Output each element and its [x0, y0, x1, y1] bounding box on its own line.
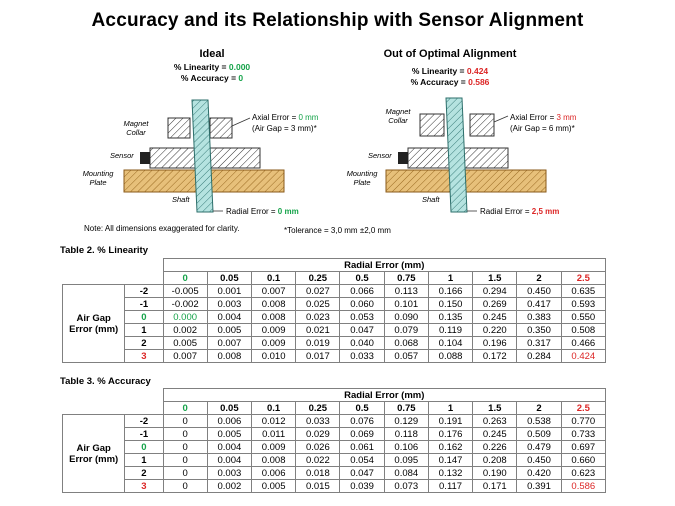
ideal-sensor-chip — [140, 152, 150, 164]
table-cell: -0.002 — [163, 298, 207, 311]
table-cell: 0.118 — [384, 428, 428, 441]
table-cell: 0.191 — [428, 415, 472, 428]
table-cell: 0.424 — [561, 350, 605, 363]
table-row — [63, 441, 606, 454]
table-cell: 0.022 — [296, 454, 340, 467]
table-cell: 0.119 — [428, 324, 472, 337]
table-cell: 0.383 — [517, 311, 561, 324]
air-gap-value: 1 — [125, 324, 163, 337]
table-cell: 0.088 — [428, 350, 472, 363]
table-cell: 0.076 — [340, 415, 384, 428]
misaligned-accuracy-value: 0.586 — [468, 77, 490, 87]
table-cell: 0.770 — [561, 415, 605, 428]
table-row — [63, 324, 606, 337]
table-cell: 0.450 — [517, 454, 561, 467]
air-gap-value: -2 — [125, 285, 163, 298]
table-cell: 0.004 — [207, 441, 251, 454]
table-cell: 0.226 — [473, 441, 517, 454]
table-cell: 0.190 — [473, 467, 517, 480]
table-cell: 0.660 — [561, 454, 605, 467]
table2-caption: Table 2. % Linearity — [60, 245, 148, 256]
misaligned-axial-value: 3 mm — [556, 113, 577, 122]
table-cell: 0 — [163, 441, 207, 454]
svg-text:% Accuracy = 0.586 — [411, 77, 490, 87]
column-header: 1.5 — [473, 272, 517, 285]
table-row — [63, 337, 606, 350]
table-cell: 0.263 — [473, 415, 517, 428]
column-header: 2 — [517, 272, 561, 285]
misaligned-radial-value: 2,5 mm — [531, 207, 560, 216]
ideal-radial-value: 0 mm — [277, 207, 299, 216]
table-cell: 0.003 — [207, 467, 251, 480]
table-cell: 0 — [163, 415, 207, 428]
column-header: 0 — [163, 402, 207, 415]
air-gap-label: Air Gap Error (mm) — [63, 415, 125, 493]
table-cell: 0.135 — [428, 311, 472, 324]
ideal-accuracy-label: % Accuracy = — [180, 73, 239, 83]
table-cell: 0.117 — [428, 480, 472, 493]
table-row — [63, 428, 606, 441]
column-header: 0 — [163, 272, 207, 285]
table-cell: 0.104 — [428, 337, 472, 350]
ideal-radial-label: Radial Error = — [226, 207, 278, 216]
column-header: 0.1 — [252, 402, 296, 415]
table-cell: 0.113 — [384, 285, 428, 298]
ideal-linearity-value: 0.000 — [228, 62, 251, 72]
table-cell: -0.005 — [163, 285, 207, 298]
table-cell: 0.008 — [252, 454, 296, 467]
table-cell: 0.196 — [473, 337, 517, 350]
column-header: 0.05 — [207, 272, 251, 285]
table-cell: 0.162 — [428, 441, 472, 454]
column-header: 0.05 — [207, 402, 251, 415]
table-row — [63, 454, 606, 467]
air-gap-value: -1 — [125, 298, 163, 311]
table-cell: 0.018 — [296, 467, 340, 480]
misaligned-magnet-label: Magnet Collar — [385, 107, 411, 125]
table-cell: 0.417 — [517, 298, 561, 311]
radial-error-header: Radial Error (mm) — [163, 259, 605, 272]
table-cell: 0.220 — [473, 324, 517, 337]
table-row — [63, 298, 606, 311]
table-cell: 0.005 — [207, 324, 251, 337]
table-cell: 0.073 — [384, 480, 428, 493]
table-cell: 0.040 — [340, 337, 384, 350]
table-cell: 0.066 — [340, 285, 384, 298]
ideal-air-gap: (Air Gap = 3 mm)* — [252, 124, 317, 133]
column-header: 0.75 — [384, 402, 428, 415]
table-row — [63, 467, 606, 480]
table-cell: 0.033 — [340, 350, 384, 363]
table-cell: 0.053 — [340, 311, 384, 324]
table-cell: 0.245 — [473, 311, 517, 324]
tolerance: *Tolerance = 3,0 mm ±2,0 mm — [284, 226, 391, 235]
table-cell: 0.538 — [517, 415, 561, 428]
table-cell: 0.294 — [473, 285, 517, 298]
table-cell: 0.284 — [517, 350, 561, 363]
svg-text:% Linearity = 0.000 — [174, 62, 251, 72]
table-cell: 0.084 — [384, 467, 428, 480]
table-cell: 0.317 — [517, 337, 561, 350]
column-header: 0.25 — [296, 272, 340, 285]
misaligned-shaft — [446, 98, 467, 212]
table-cell: 0.025 — [296, 298, 340, 311]
table-cell: 0.006 — [207, 415, 251, 428]
ideal-magnet-collar-left — [168, 118, 190, 138]
table-cell: 0.069 — [340, 428, 384, 441]
table-cell: 0.009 — [252, 324, 296, 337]
table-row — [63, 480, 606, 493]
air-gap-value: 0 — [125, 311, 163, 324]
table-cell: 0.623 — [561, 467, 605, 480]
table-row — [63, 311, 606, 324]
table-cell: 0.550 — [561, 311, 605, 324]
air-gap-value: 3 — [125, 480, 163, 493]
misaligned-shaft-label: Shaft — [422, 195, 440, 204]
table-cell: 0.060 — [340, 298, 384, 311]
ideal-axial-value: 0 mm — [298, 113, 319, 122]
table-cell: 0 — [163, 428, 207, 441]
table-cell: 0.479 — [517, 441, 561, 454]
column-header: 1 — [428, 272, 472, 285]
table-row — [63, 350, 606, 363]
table-cell: 0.509 — [517, 428, 561, 441]
table-cell: 0 — [163, 454, 207, 467]
table-cell: 0.002 — [207, 480, 251, 493]
alignment-diagram — [80, 44, 600, 240]
table-cell: 0.005 — [207, 428, 251, 441]
table-cell: 0.466 — [561, 337, 605, 350]
svg-text:% Linearity = 0.424 — [412, 66, 489, 76]
ideal-accuracy-value: 0 — [238, 73, 244, 83]
misaligned-linearity-value: 0.424 — [466, 66, 489, 76]
ideal-magnet-label: Magnet Collar — [123, 119, 149, 137]
table-cell: 0.245 — [473, 428, 517, 441]
table-cell: 0.350 — [517, 324, 561, 337]
table-cell: 0.039 — [340, 480, 384, 493]
accuracy-table — [62, 388, 606, 493]
table-cell: 0.101 — [384, 298, 428, 311]
svg-text:Radial Error = 0 mm — [226, 207, 299, 216]
table-cell: 0.006 — [252, 467, 296, 480]
table-cell: 0.068 — [384, 337, 428, 350]
table-cell: 0.015 — [296, 480, 340, 493]
ideal-linearity-label: % Linearity = — [173, 62, 229, 72]
table-cell: 0.166 — [428, 285, 472, 298]
table-cell: 0.021 — [296, 324, 340, 337]
misaligned-magnet-collar-right — [470, 114, 494, 136]
misaligned-heading: Out of Optimal Alignment — [383, 48, 517, 60]
linearity-table — [62, 258, 606, 363]
table-cell: 0.079 — [384, 324, 428, 337]
ideal-heading: Ideal — [199, 48, 225, 60]
column-header: 1 — [428, 402, 472, 415]
ideal-diagram — [83, 48, 319, 216]
table-cell: 0.176 — [428, 428, 472, 441]
table-cell: 0.047 — [340, 467, 384, 480]
table-cell: 0.017 — [296, 350, 340, 363]
misaligned-diagram — [347, 48, 577, 216]
misaligned-magnet-collar-left — [420, 114, 444, 136]
table-cell: 0.003 — [207, 298, 251, 311]
table-cell: 0.129 — [384, 415, 428, 428]
table-cell: 0.132 — [428, 467, 472, 480]
svg-text:Axial Error = 0 mm — [252, 113, 319, 122]
table-cell: 0.593 — [561, 298, 605, 311]
table-cell: 0.033 — [296, 415, 340, 428]
table-cell: 0.095 — [384, 454, 428, 467]
column-header: 0.5 — [340, 402, 384, 415]
misaligned-linearity-label: % Linearity = — [411, 66, 467, 76]
column-header: 0.25 — [296, 402, 340, 415]
ideal-plate-label: Mounting Plate — [82, 169, 114, 187]
air-gap-value: 3 — [125, 350, 163, 363]
ideal-shaft-label: Shaft — [172, 195, 190, 204]
table-cell: 0.009 — [252, 337, 296, 350]
table-cell: 0.011 — [252, 428, 296, 441]
table-cell: 0.009 — [252, 441, 296, 454]
column-header: 2 — [517, 402, 561, 415]
air-gap-value: 2 — [125, 337, 163, 350]
table-cell: 0.026 — [296, 441, 340, 454]
table-cell: 0.057 — [384, 350, 428, 363]
table-row — [63, 285, 606, 298]
misaligned-plate-label: Mounting Plate — [346, 169, 378, 187]
table-cell: 0.150 — [428, 298, 472, 311]
table-cell: 0.019 — [296, 337, 340, 350]
table-cell: 0.008 — [252, 311, 296, 324]
table-cell: 0.420 — [517, 467, 561, 480]
table-cell: 0.733 — [561, 428, 605, 441]
table-cell: 0.023 — [296, 311, 340, 324]
air-gap-value: -2 — [125, 415, 163, 428]
table-cell: 0.004 — [207, 311, 251, 324]
radial-error-header: Radial Error (mm) — [163, 389, 605, 402]
column-header: 2.5 — [561, 402, 605, 415]
table-cell: 0.147 — [428, 454, 472, 467]
column-header: 2.5 — [561, 272, 605, 285]
misaligned-radial-label: Radial Error = — [480, 207, 532, 216]
table-cell: 0.172 — [473, 350, 517, 363]
misaligned-sensor-chip — [398, 152, 408, 164]
table-cell: 0.027 — [296, 285, 340, 298]
table-cell: 0.029 — [296, 428, 340, 441]
table-cell: 0 — [163, 467, 207, 480]
svg-text:% Accuracy = 0 — [181, 73, 244, 83]
table-cell: 0.007 — [252, 285, 296, 298]
table-cell: 0.047 — [340, 324, 384, 337]
table-cell: 0.008 — [207, 350, 251, 363]
air-gap-value: 0 — [125, 441, 163, 454]
misaligned-air-gap: (Air Gap = 6 mm)* — [510, 124, 575, 133]
air-gap-value: -1 — [125, 428, 163, 441]
table-cell: 0.635 — [561, 285, 605, 298]
column-header: 0.75 — [384, 272, 428, 285]
misaligned-sensor-label: Sensor — [368, 151, 392, 160]
table-cell: 0 — [163, 480, 207, 493]
svg-text:Radial Error = 2,5 mm — [480, 207, 559, 216]
table-cell: 0.171 — [473, 480, 517, 493]
ideal-shaft — [192, 100, 213, 212]
table-cell: 0.697 — [561, 441, 605, 454]
note: Note: All dimensions exaggerated for clarity. — [84, 224, 240, 233]
table-row — [63, 415, 606, 428]
table-cell: 0.002 — [163, 324, 207, 337]
table-cell: 0.001 — [207, 285, 251, 298]
air-gap-label: Air Gap Error (mm) — [63, 285, 125, 363]
ideal-axial-label: Axial Error = — [252, 113, 299, 122]
table-cell: 0.054 — [340, 454, 384, 467]
table-cell: 0.450 — [517, 285, 561, 298]
air-gap-value: 1 — [125, 454, 163, 467]
table-cell: 0.008 — [252, 298, 296, 311]
air-gap-value: 2 — [125, 467, 163, 480]
table-cell: 0.269 — [473, 298, 517, 311]
svg-text:Axial Error = 3 mm — [510, 113, 577, 122]
table-cell: 0.061 — [340, 441, 384, 454]
table-cell: 0.010 — [252, 350, 296, 363]
column-header: 0.5 — [340, 272, 384, 285]
table-cell: 0.208 — [473, 454, 517, 467]
table-cell: 0.090 — [384, 311, 428, 324]
table-cell: 0.000 — [163, 311, 207, 324]
table-cell: 0.004 — [207, 454, 251, 467]
column-header: 0.1 — [252, 272, 296, 285]
table-cell: 0.005 — [252, 480, 296, 493]
ideal-magnet-collar-right — [210, 118, 232, 138]
table-cell: 0.586 — [561, 480, 605, 493]
table-cell: 0.012 — [252, 415, 296, 428]
misaligned-axial-label: Axial Error = — [510, 113, 557, 122]
table-cell: 0.106 — [384, 441, 428, 454]
table-cell: 0.391 — [517, 480, 561, 493]
table-cell: 0.005 — [163, 337, 207, 350]
page-title: Accuracy and its Relationship with Sensor Alignment — [91, 10, 584, 31]
ideal-sensor-label: Sensor — [110, 151, 134, 160]
table-cell: 0.007 — [207, 337, 251, 350]
misaligned-accuracy-label: % Accuracy = — [410, 77, 469, 87]
table-cell: 0.508 — [561, 324, 605, 337]
column-header: 1.5 — [473, 402, 517, 415]
table-cell: 0.007 — [163, 350, 207, 363]
table3-caption: Table 3. % Accuracy — [60, 376, 151, 387]
